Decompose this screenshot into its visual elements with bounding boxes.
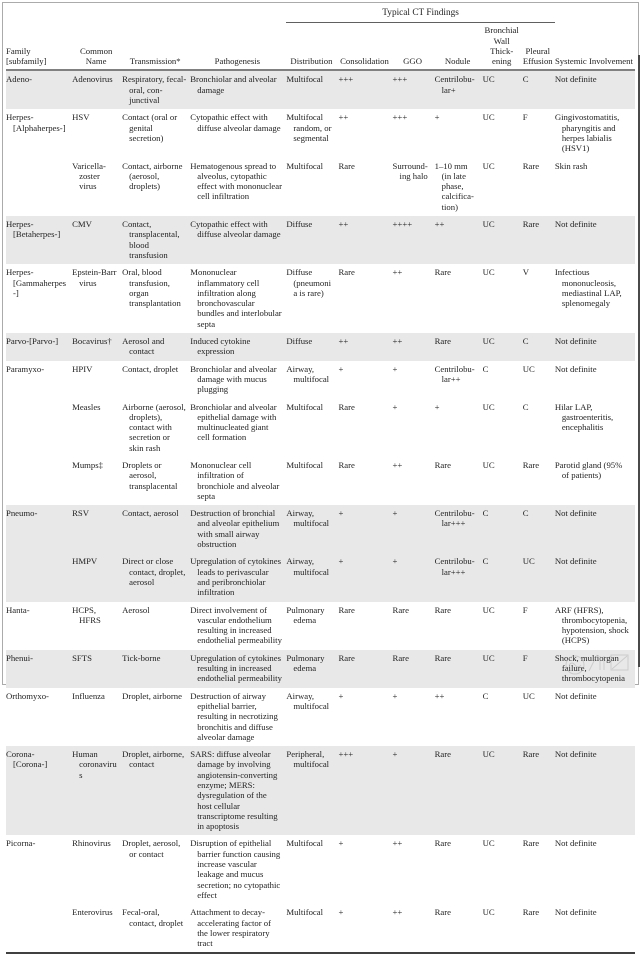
cell-ggo: + bbox=[392, 690, 398, 701]
cell-distribution: Diffuse (pneumonia is rare) bbox=[286, 267, 332, 298]
cell-bronchial: UC bbox=[482, 749, 495, 760]
col-header-nodule: Nodule bbox=[435, 23, 483, 71]
cell-bronchial: C bbox=[482, 690, 489, 701]
cell-ggo: + bbox=[392, 363, 398, 374]
cell-consolidation: + bbox=[338, 907, 344, 918]
table-row bbox=[6, 904, 635, 953]
cell-common: Varicella-zoster virus bbox=[72, 160, 106, 192]
cell-common: Bocavirus† bbox=[72, 336, 112, 347]
cell-bronchial: UC bbox=[482, 652, 495, 663]
cell-consolidation: Rare bbox=[338, 459, 355, 470]
cell-pleural: F bbox=[522, 652, 528, 663]
col-header-common-name: Common Name bbox=[72, 23, 122, 71]
cell-family: Adeno- bbox=[6, 74, 33, 85]
cell-distribution: Airway, multifocal bbox=[286, 508, 330, 529]
table-row bbox=[6, 399, 635, 457]
cell-family: Parvo-[Parvo-] bbox=[6, 336, 59, 347]
cell-pleural: C bbox=[522, 508, 529, 519]
cell-distribution: Multifocal bbox=[286, 838, 324, 849]
cell-pathogenesis: Cytopathic effect with diffuse alveolar damage bbox=[190, 112, 281, 133]
table-row bbox=[6, 333, 635, 361]
cell-consolidation: Rare bbox=[338, 604, 355, 615]
cell-nodule: ++ bbox=[434, 219, 445, 230]
cell-nodule: Centrilobular+++ bbox=[434, 556, 475, 577]
cell-distribution: Multifocal bbox=[286, 160, 324, 171]
cell-nodule: Rare bbox=[434, 652, 451, 663]
cell-common: CMV bbox=[72, 219, 92, 230]
cell-pleural: F bbox=[522, 112, 528, 123]
cell-transmission: Contact, droplet bbox=[122, 363, 179, 374]
cell-ggo: +++ bbox=[392, 74, 408, 85]
cell-pleural: F bbox=[522, 604, 528, 615]
table-row bbox=[6, 746, 635, 835]
cell-transmission: Contact (oral or genital secretion) bbox=[122, 112, 178, 143]
cell-family: Herpes-[Alphaherpes-] bbox=[6, 112, 66, 133]
col-header-ggo: GGO bbox=[393, 23, 435, 71]
cell-family: Pneumo- bbox=[6, 508, 38, 519]
cell-systemic: ARF (HFRS), thrombocytopenia, hypotension, shock (HCPS) bbox=[554, 604, 629, 646]
cell-family bbox=[6, 399, 72, 457]
cell-distribution: Diffuse bbox=[286, 219, 313, 230]
cell-bronchial: UC bbox=[482, 459, 495, 470]
cell-transmission: Droplet, airborne bbox=[122, 690, 182, 701]
cell-pleural: Rare bbox=[522, 749, 540, 760]
cell-distribution: Diffuse bbox=[286, 336, 313, 347]
cell-distribution: Multifocal bbox=[286, 459, 324, 470]
cell-family: Phenui- bbox=[6, 652, 34, 663]
cell-family: Paramyxo- bbox=[6, 363, 45, 374]
cell-distribution: Multifocal random, or segmental bbox=[286, 112, 332, 143]
cell-common: HCPS, HFRS bbox=[72, 604, 101, 625]
col-header-distribution: Distribution bbox=[286, 23, 338, 71]
col-header-consolidation: Consolidation bbox=[338, 23, 392, 71]
cell-distribution: Multifocal bbox=[286, 74, 324, 85]
cell-family: Orthomyxo- bbox=[6, 690, 49, 701]
cell-systemic: Not definite bbox=[554, 219, 597, 230]
cell-common: HSV bbox=[72, 112, 90, 123]
cell-distribution: Airway, multifocal bbox=[286, 690, 330, 711]
cell-pleural: Rare bbox=[522, 459, 540, 470]
cell-family: Corona-[Corona-] bbox=[6, 749, 48, 770]
cell-bronchial: UC bbox=[482, 401, 495, 412]
cell-systemic: Not definite bbox=[554, 838, 597, 849]
cell-ggo: ++ bbox=[392, 907, 403, 918]
cell-pleural: Rare bbox=[522, 838, 540, 849]
cell-nodule: 1–10 mm (in late phase, calcification) bbox=[434, 160, 474, 212]
table-row bbox=[6, 70, 635, 109]
cell-systemic: Not definite bbox=[554, 74, 597, 85]
cell-bronchial: C bbox=[482, 556, 489, 567]
cell-transmission: Oral, blood transfusion, organ transplantation bbox=[122, 267, 181, 309]
cell-ggo: ++ bbox=[392, 838, 403, 849]
cell-pathogenesis: Bronchiolar and alveolar damage bbox=[190, 74, 277, 95]
cell-distribution: Pulmonary edema bbox=[286, 604, 325, 625]
cell-pathogenesis: Destruction of airway epithelial barrier, resulting in necrotizing bronchitis and diffuse alveolar damage bbox=[190, 690, 278, 742]
cell-transmission: Tick-borne bbox=[122, 652, 161, 663]
cell-nodule: Rare bbox=[434, 907, 451, 918]
cell-nodule: + bbox=[434, 112, 440, 123]
cell-pleural: Rare bbox=[522, 160, 540, 171]
cell-consolidation: + bbox=[338, 363, 344, 374]
cell-pleural: Rare bbox=[522, 219, 540, 230]
cell-bronchial: UC bbox=[482, 838, 495, 849]
cell-common: RSV bbox=[72, 508, 89, 519]
cell-distribution: Multifocal bbox=[286, 401, 324, 412]
cell-pleural: Rare bbox=[522, 907, 540, 918]
cell-systemic: Not definite bbox=[554, 556, 597, 567]
cell-family bbox=[6, 553, 72, 601]
cell-bronchial: C bbox=[482, 363, 489, 374]
cell-consolidation: Rare bbox=[338, 160, 355, 171]
cell-transmission: Direct or close contact, droplet, aerosol bbox=[122, 556, 186, 587]
cell-pleural: C bbox=[522, 74, 529, 85]
cell-ggo: Rare bbox=[392, 604, 409, 615]
table-row bbox=[6, 158, 635, 216]
cell-pathogenesis: Bronchiolar and alveolar damage with mucus plugging bbox=[190, 363, 277, 395]
cell-systemic: Not definite bbox=[554, 336, 597, 347]
column-header-row bbox=[6, 23, 635, 71]
col-header-transmission: Transmission* bbox=[122, 23, 190, 71]
cell-transmission: Aerosol and contact bbox=[122, 336, 165, 357]
page-right-edge-rule bbox=[638, 55, 640, 667]
cell-nodule: Rare bbox=[434, 749, 451, 760]
spanner-spacer-right bbox=[555, 4, 635, 23]
cell-consolidation: ++ bbox=[338, 112, 349, 123]
viral-pneumonia-ct-findings-table bbox=[6, 4, 635, 954]
col-header-family: Family [subfamily] bbox=[6, 23, 72, 71]
cell-common: Measles bbox=[72, 401, 101, 412]
cell-nodule: Rare bbox=[434, 838, 451, 849]
cell-systemic: Not definite bbox=[554, 363, 597, 374]
cell-nodule: Rare bbox=[434, 336, 451, 347]
cell-distribution: Pulmonary edema bbox=[286, 652, 325, 674]
table-row bbox=[6, 650, 635, 688]
cell-common: Human coronavirus bbox=[72, 749, 117, 780]
cell-common: Enterovirus bbox=[72, 907, 113, 918]
cell-family bbox=[6, 904, 72, 953]
cell-family: Picorna- bbox=[6, 838, 36, 849]
cell-pleural: UC bbox=[522, 556, 535, 567]
cell-common: SFTS bbox=[72, 652, 92, 663]
cell-transmission: Aerosol bbox=[122, 604, 150, 615]
cell-family: Herpes- [Gammaherpes-] bbox=[6, 267, 67, 298]
cell-pathogenesis: Bronchiolar and alveolar epithelial damage with multinucleated giant cell formation bbox=[190, 401, 277, 443]
cell-pathogenesis: SARS: diffuse alveolar damage by involving angiotensin-converting enzyme; MERS: dysregulation of the host cellular transcriptome resulting in apoptosis bbox=[190, 749, 278, 832]
cell-nodule: Rare bbox=[434, 267, 451, 278]
cell-common: HMPV bbox=[72, 556, 98, 567]
cell-transmission: Contact, airborne (aerosol, droplets) bbox=[122, 160, 183, 192]
cell-pleural: V bbox=[522, 267, 529, 278]
cell-systemic: Shock, multiorgan failure, thrombocytopenia bbox=[554, 652, 626, 684]
cell-pathogenesis: Upregulation of cytokines resulting in increased endothelial permeability bbox=[190, 652, 282, 684]
cell-ggo: + bbox=[392, 556, 398, 567]
cell-systemic: Hilar LAP, gastroenteritis, encephalitis bbox=[554, 401, 614, 433]
cell-consolidation: + bbox=[338, 690, 344, 701]
cell-ggo: + bbox=[392, 749, 398, 760]
cell-consolidation: + bbox=[338, 556, 344, 567]
cell-systemic: Not definite bbox=[554, 508, 597, 519]
cell-transmission: Contact, transplacental, blood transfusion bbox=[122, 219, 180, 260]
cell-ggo: + bbox=[392, 508, 398, 519]
cell-pathogenesis: Mononuclear cell infiltration of bronchiole and alveolar septa bbox=[190, 459, 280, 501]
spanner-spacer-left bbox=[6, 4, 286, 23]
table-body bbox=[6, 70, 635, 953]
cell-transmission: Airborne (aerosol, droplets), contact with secretion or skin rash bbox=[122, 401, 186, 453]
cell-distribution: Airway, multifocal bbox=[286, 556, 330, 577]
cell-family: Herpes-[Betaherpes-] bbox=[6, 219, 61, 240]
cell-ggo: ++ bbox=[392, 459, 403, 470]
cell-ggo: Surrounding halo bbox=[392, 160, 428, 181]
cell-ggo: ++ bbox=[392, 267, 403, 278]
spanner-row bbox=[6, 4, 635, 23]
cell-distribution: Multifocal bbox=[286, 907, 324, 918]
cell-family bbox=[6, 158, 72, 216]
cell-nodule: Centrilobular+ bbox=[434, 74, 475, 95]
table-row bbox=[6, 505, 635, 553]
cell-distribution: Peripheral, multifocal bbox=[286, 749, 330, 770]
cell-consolidation: + bbox=[338, 838, 344, 849]
cell-systemic: Not definite bbox=[554, 907, 597, 918]
cell-pathogenesis: Mononuclear inflammatory cell infiltration along bronchovascular bundles and interlobular septa bbox=[190, 267, 282, 329]
table-row bbox=[6, 264, 635, 333]
cell-pleural: UC bbox=[522, 690, 535, 701]
cell-common: Epstein-Barr virus bbox=[72, 267, 117, 288]
cell-consolidation: +++ bbox=[338, 749, 354, 760]
col-header-bronchial-wall-thickening: Bronchial Wall Thickening bbox=[483, 23, 523, 71]
table-row bbox=[6, 109, 635, 157]
cell-nodule: Centrilobular++ bbox=[434, 363, 475, 384]
col-header-pleural-effusion: Pleural Effusion bbox=[523, 23, 555, 71]
cell-transmission: Droplet, airborne, contact bbox=[122, 749, 185, 770]
table-row bbox=[6, 457, 635, 505]
cell-nodule: Rare bbox=[434, 604, 451, 615]
cell-systemic: Skin rash bbox=[554, 160, 588, 171]
cell-pathogenesis: Attachment to decay-accelerating factor of the lower respiratory tract bbox=[190, 907, 272, 949]
cell-consolidation: Rare bbox=[338, 652, 355, 663]
cell-common: Influenza bbox=[72, 690, 105, 701]
cell-consolidation: ++ bbox=[338, 336, 349, 347]
spanner-typical-ct-findings: Typical CT Findings bbox=[286, 4, 554, 23]
cell-ggo: Rare bbox=[392, 652, 409, 663]
cell-consolidation: +++ bbox=[338, 74, 354, 85]
cell-nodule: Centrilobular+++ bbox=[434, 508, 475, 529]
cell-transmission: Respiratory, fecal-oral, conjunctival bbox=[122, 74, 187, 106]
cell-bronchial: UC bbox=[482, 219, 495, 230]
table-row bbox=[6, 553, 635, 601]
cell-ggo: +++ bbox=[392, 112, 408, 123]
cell-consolidation: Rare bbox=[338, 401, 355, 412]
cell-transmission: Droplet, aerosol, or contact bbox=[122, 838, 181, 859]
cell-pathogenesis: Cytopathic effect with diffuse alveolar damage bbox=[190, 219, 281, 240]
cell-pathogenesis: Disruption of epithelial barrier function causing increase vascular leakage and mucus secretion; no cytopathic effect bbox=[190, 838, 281, 900]
cell-nodule: ++ bbox=[434, 690, 445, 701]
cell-systemic: Gingivostomatitis, pharyngitis and herpes labialis (HSV1) bbox=[554, 112, 620, 154]
cell-pathogenesis: Induced cytokine expression bbox=[190, 336, 251, 357]
cell-common: Mumps‡ bbox=[72, 459, 103, 470]
cell-transmission: Droplets or aerosol, transplacental bbox=[122, 459, 178, 491]
table-row bbox=[6, 216, 635, 264]
cell-consolidation: ++ bbox=[338, 219, 349, 230]
cell-nodule: Rare bbox=[434, 459, 451, 470]
cell-bronchial: UC bbox=[482, 267, 495, 278]
cell-pathogenesis: Destruction of bronchial and alveolar epithelium with small airway obstruction bbox=[190, 508, 280, 550]
cell-bronchial: UC bbox=[482, 907, 495, 918]
cell-consolidation: Rare bbox=[338, 267, 355, 278]
cell-pleural: UC bbox=[522, 363, 535, 374]
table-header bbox=[6, 4, 635, 70]
cell-ggo: ++++ bbox=[392, 219, 413, 230]
cell-bronchial: UC bbox=[482, 604, 495, 615]
cell-family: Hanta- bbox=[6, 604, 30, 615]
cell-ggo: ++ bbox=[392, 336, 403, 347]
cell-systemic: Parotid gland (95% of patients) bbox=[554, 459, 623, 481]
cell-common: Rhinovirus bbox=[72, 838, 111, 849]
cell-bronchial: UC bbox=[482, 160, 495, 171]
table-row bbox=[6, 688, 635, 746]
table-row bbox=[6, 835, 635, 904]
cell-common: Adenovirus bbox=[72, 74, 113, 85]
cell-transmission: Contact, aerosol bbox=[122, 508, 179, 519]
cell-systemic: Not definite bbox=[554, 749, 597, 760]
cell-pleural: C bbox=[522, 401, 529, 412]
cell-pathogenesis: Hematogenous spread to alveolus, cytopathic effect with mononuclear cell infiltration bbox=[190, 160, 282, 202]
cell-transmission: Fecal-oral, contact, droplet bbox=[122, 907, 184, 928]
cell-common: HPIV bbox=[72, 363, 93, 374]
cell-pleural: C bbox=[522, 336, 529, 347]
cell-bronchial: C bbox=[482, 508, 489, 519]
col-header-pathogenesis: Pathogenesis bbox=[190, 23, 286, 71]
cell-systemic: Not definite bbox=[554, 690, 597, 701]
cell-bronchial: UC bbox=[482, 74, 495, 85]
cell-pathogenesis: Upregulation of cytokines leads to perivascular and peribronchiolar infiltration bbox=[190, 556, 281, 598]
cell-bronchial: UC bbox=[482, 336, 495, 347]
cell-distribution: Airway, multifocal bbox=[286, 363, 330, 384]
cell-systemic: Infectious mononucleosis, mediastinal LAP, splenomegaly bbox=[554, 267, 622, 309]
cell-family bbox=[6, 457, 72, 505]
table-row bbox=[6, 602, 635, 650]
cell-consolidation: + bbox=[338, 508, 344, 519]
cell-bronchial: UC bbox=[482, 112, 495, 123]
cell-ggo: + bbox=[392, 401, 398, 412]
cell-nodule: + bbox=[434, 401, 440, 412]
table-row bbox=[6, 361, 635, 399]
cell-pathogenesis: Direct involvement of vascular endothelium resulting in increased endothelial permeability bbox=[190, 604, 282, 646]
col-header-systemic-involvement: Systemic Involvement bbox=[555, 23, 635, 71]
